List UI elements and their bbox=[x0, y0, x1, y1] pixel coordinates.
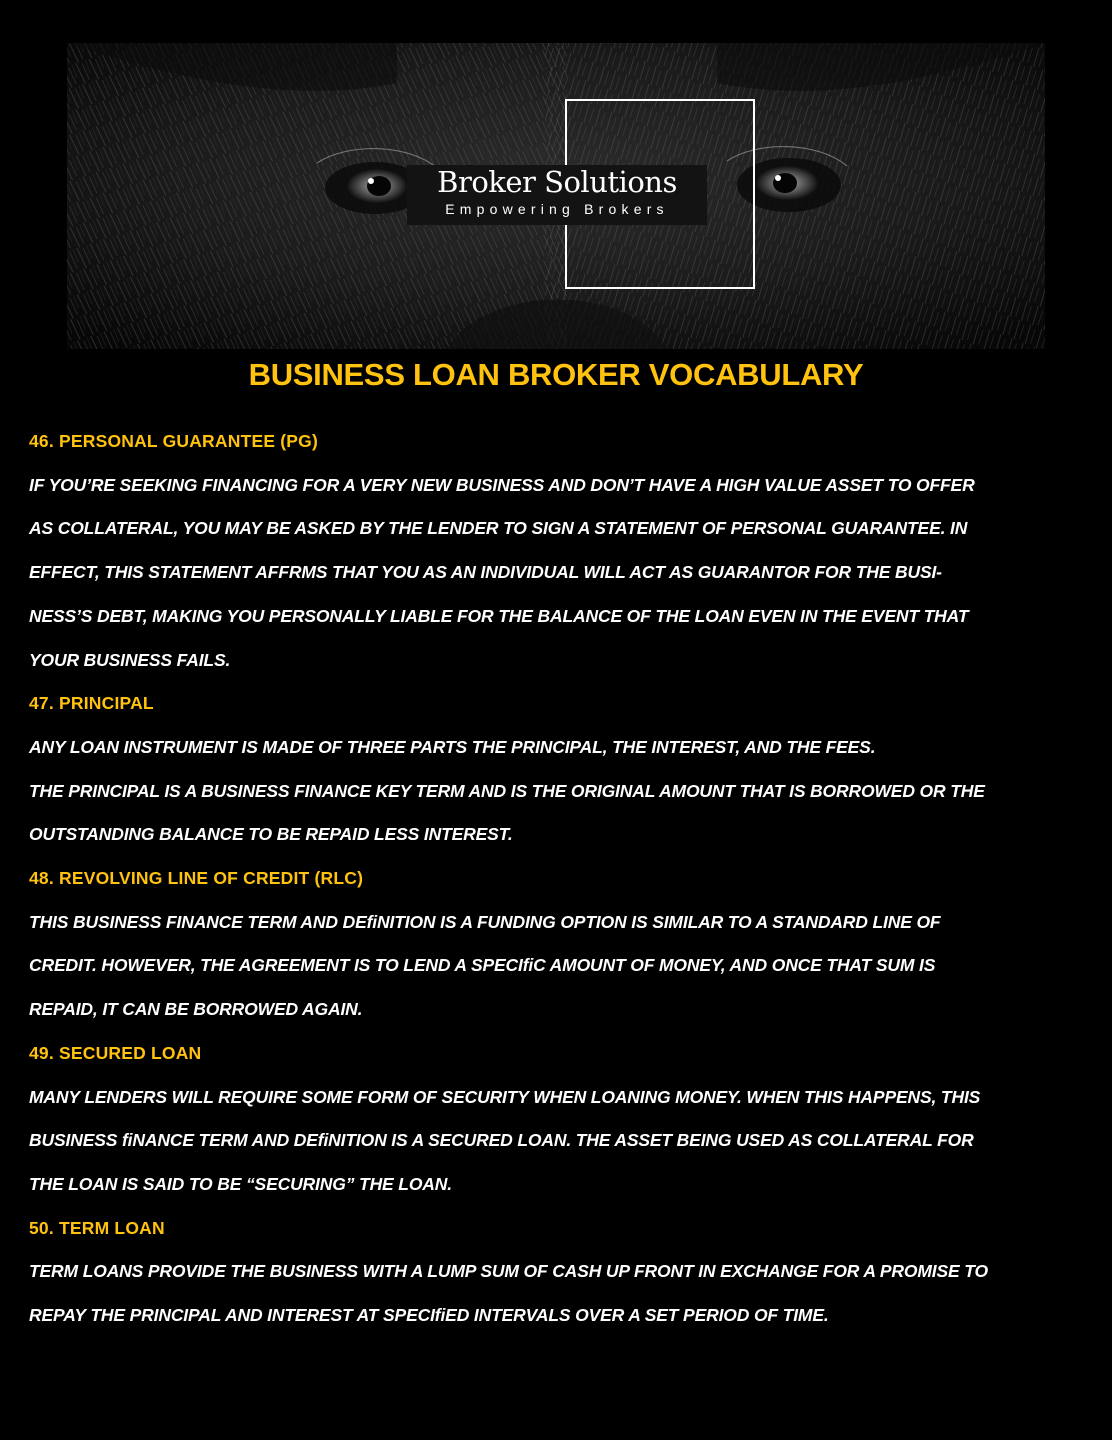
definition-line: REPAY THE PRINCIPAL AND INTEREST AT SPECIfiED INTERVALS OVER A SET PERIOD OF TIME. bbox=[29, 1305, 829, 1326]
vocab-entry-50 bbox=[29, 1207, 1059, 1338]
term-definition bbox=[29, 726, 1059, 857]
vocab-entry-47 bbox=[29, 682, 1059, 857]
definition-line: THIS BUSINESS FINANCE TERM AND DEfiNITION IS A FUNDING OPTION IS SIMILAR TO A STANDARD LINE OF bbox=[29, 911, 941, 932]
definition-line: EFFECT, THIS STATEMENT AFFRMS THAT YOU AS AN INDIVIDUAL WILL ACT AS GUARANTOR FOR THE BUSI- bbox=[29, 562, 942, 583]
definition-line: THE PRINCIPAL IS A BUSINESS FINANCE KEY TERM AND IS THE ORIGINAL AMOUNT THAT IS BORROWED OR THE bbox=[29, 780, 985, 801]
term-heading: 50. TERM LOAN bbox=[29, 1217, 165, 1238]
vocab-entry-49 bbox=[29, 1032, 1059, 1207]
header-banner bbox=[67, 43, 1045, 349]
term-definition bbox=[29, 1076, 1059, 1207]
term-heading: 47. PRINCIPAL bbox=[29, 693, 154, 714]
vocabulary-list bbox=[29, 420, 1059, 1338]
term-definition bbox=[29, 901, 1059, 1032]
term-heading: 48. REVOLVING LINE OF CREDIT (RLC) bbox=[29, 868, 364, 889]
term-heading: 49. SECURED LOAN bbox=[29, 1042, 202, 1063]
term-heading: 46. PERSONAL GUARANTEE (PG) bbox=[29, 431, 319, 451]
logo bbox=[407, 165, 707, 225]
brand-name: Broker Solutions bbox=[437, 165, 677, 199]
definition-line: CREDIT. HOWEVER, THE AGREEMENT IS TO LEND A SPECIfiC AMOUNT OF MONEY, AND ONCE THAT SUM IS bbox=[29, 955, 936, 976]
definition-line: THE LOAN IS SAID TO BE “SECURING” THE LOAN. bbox=[29, 1173, 452, 1194]
definition-line: IF YOU’RE SEEKING FINANCING FOR A VERY NEW BUSINESS AND DON’T HAVE A HIGH VALUE ASSET TO OFFER bbox=[29, 474, 975, 495]
term-definition bbox=[29, 464, 1059, 683]
brand-tagline: Empowering Brokers bbox=[445, 201, 669, 217]
definition-line: ANY LOAN INSTRUMENT IS MADE OF THREE PARTS THE PRINCIPAL, THE INTEREST, AND THE FEES. bbox=[29, 736, 876, 757]
definition-line: OUTSTANDING BALANCE TO BE REPAID LESS INTEREST. bbox=[29, 824, 513, 845]
definition-line: MANY LENDERS WILL REQUIRE SOME FORM OF SECURITY WHEN LOANING MONEY. WHEN THIS HAPPENS, THIS bbox=[29, 1086, 981, 1107]
definition-line: YOUR BUSINESS FAILS. bbox=[29, 649, 231, 670]
term-definition bbox=[29, 1250, 1059, 1337]
page-title: BUSINESS LOAN BROKER VOCABULARY bbox=[248, 357, 864, 392]
definition-line: NESS’S DEBT, MAKING YOU PERSONALLY LIABLE FOR THE BALANCE OF THE LOAN EVEN IN THE EVENT THAT bbox=[29, 605, 969, 626]
definition-line: BUSINESS fiNANCE TERM AND DEfiNITION IS A SECURED LOAN. THE ASSET BEING USED AS COLLATERAL FOR bbox=[29, 1130, 974, 1151]
vocab-entry-48 bbox=[29, 857, 1059, 1032]
definition-line: REPAID, IT CAN BE BORROWED AGAIN. bbox=[29, 999, 363, 1020]
definition-line: AS COLLATERAL, YOU MAY BE ASKED BY THE LENDER TO SIGN A STATEMENT OF PERSONAL GUARANTEE. IN bbox=[29, 518, 968, 539]
vocab-entry-46 bbox=[29, 420, 1059, 682]
definition-line: TERM LOANS PROVIDE THE BUSINESS WITH A LUMP SUM OF CASH UP FRONT IN EXCHANGE FOR A PROMISE TO bbox=[29, 1261, 988, 1282]
